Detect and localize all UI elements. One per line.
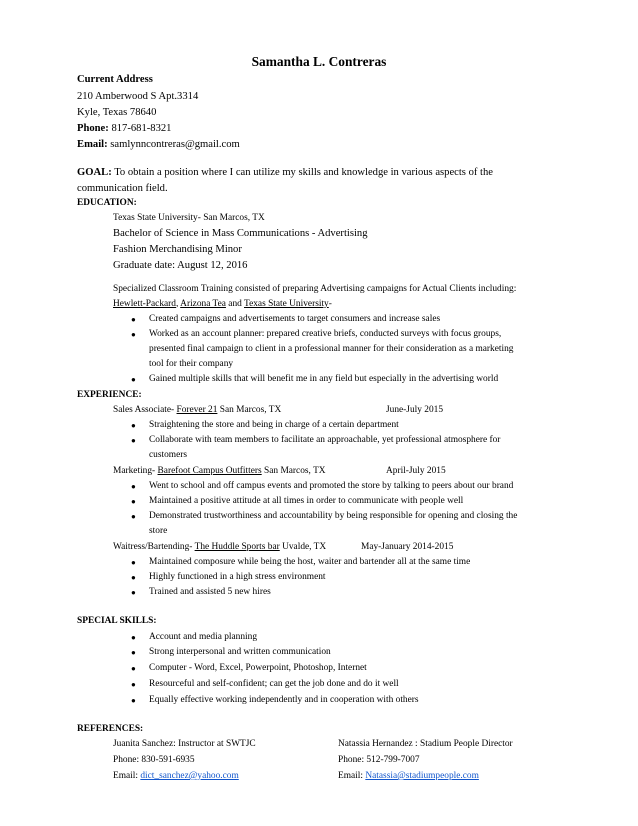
reference-1-phone: Phone: 830-591-6935 bbox=[113, 755, 195, 765]
job-bullet: Went to school and off campus events and promoted the store by talking to peers about our brand bbox=[149, 481, 514, 491]
goal-label: GOAL: bbox=[77, 167, 112, 178]
job-title-line bbox=[113, 465, 326, 478]
job-dates: April-July 2015 bbox=[386, 466, 446, 476]
education-bullet: Gained multiple skills that will benefit me in any field but especially in the advertising world bbox=[149, 374, 499, 384]
reference-2-phone: Phone: 512-799-7007 bbox=[338, 755, 420, 765]
bullet-icon: ● bbox=[131, 588, 136, 597]
job-bullet: Collaborate with team members to facilitate an approachable, yet professional atmosphere for bbox=[149, 435, 501, 445]
training-clients bbox=[113, 298, 332, 311]
job-role: Sales Associate- bbox=[113, 405, 177, 415]
bullet-icon: ● bbox=[131, 648, 136, 657]
training-intro: Specialized Classroom Training consisted of preparing Advertising campaigns for Actual Clients including: bbox=[113, 284, 517, 294]
education-graduate: Graduate date: August 12, 2016 bbox=[113, 260, 248, 271]
bullet-icon: ● bbox=[131, 436, 136, 445]
bullet-icon: ● bbox=[131, 315, 136, 324]
email-value: samlynncontreras@gmail.com bbox=[110, 139, 240, 150]
phone-value: 817-681-8321 bbox=[111, 123, 172, 134]
client-separator: - bbox=[328, 299, 332, 309]
education-bullet-cont: tool for their company bbox=[149, 359, 234, 369]
job-location: San Marcos, TX bbox=[261, 466, 326, 476]
education-heading: EDUCATION: bbox=[77, 198, 137, 208]
skill-item: Resourceful and self-confident; can get the job done and do it well bbox=[149, 679, 399, 689]
job-title-line bbox=[113, 541, 326, 554]
job-location: Uvalde, TX bbox=[279, 542, 327, 552]
bullet-icon: ● bbox=[131, 696, 136, 705]
education-school: Texas State University- San Marcos, TX bbox=[113, 213, 265, 223]
bullet-icon: ● bbox=[131, 330, 136, 339]
job-bullet: Maintained a positive attitude at all times in order to communicate with people well bbox=[149, 496, 464, 506]
skills-heading: SPECIAL SKILLS: bbox=[77, 616, 157, 626]
phone-label: Phone: bbox=[77, 123, 109, 134]
education-bullet: Created campaigns and advertisements to target consumers and increase sales bbox=[149, 314, 441, 324]
education-degree: Bachelor of Science in Mass Communications - Advertising bbox=[113, 228, 368, 239]
reference-1-email-link[interactable]: dict_sanchez@yahoo.com bbox=[140, 771, 239, 781]
job-location: San Marcos, TX bbox=[217, 405, 282, 415]
goal-text-1: To obtain a position where I can utilize my skills and knowledge in various aspects of the bbox=[114, 167, 493, 178]
reference-2-email-line bbox=[338, 770, 479, 783]
job-bullet: Straightening the store and being in charge of a certain department bbox=[149, 420, 399, 430]
job-bullet: Highly functioned in a high stress environment bbox=[149, 572, 326, 582]
reference-email-label: Email: bbox=[338, 771, 366, 781]
bullet-icon: ● bbox=[131, 573, 136, 582]
job-role: Marketing- bbox=[113, 466, 158, 476]
email-label: Email: bbox=[77, 139, 108, 150]
reference-email-label: Email: bbox=[113, 771, 141, 781]
address-street: 210 Amberwood S Apt.3314 bbox=[77, 91, 199, 102]
bullet-icon: ● bbox=[131, 664, 136, 673]
job-company: Forever 21 bbox=[176, 405, 218, 415]
bullet-icon: ● bbox=[131, 375, 136, 384]
client-separator: and bbox=[225, 299, 244, 309]
job-bullet: Demonstrated trustworthiness and accountability by being responsible for opening and closing the bbox=[149, 511, 518, 521]
bullet-icon: ● bbox=[131, 482, 136, 491]
job-dates: June-July 2015 bbox=[386, 405, 444, 415]
reference-2-email-link[interactable]: Natassia@stadiumpeople.com bbox=[365, 771, 479, 781]
job-company: The Huddle Sports bar bbox=[194, 542, 280, 552]
education-bullet: Worked as an account planner: prepared creative briefs, conducted surveys with focus groups, bbox=[149, 329, 502, 339]
goal-text-2: communication field. bbox=[77, 183, 168, 194]
job-company: Barefoot Campus Outfitters bbox=[157, 466, 262, 476]
bullet-icon: ● bbox=[131, 512, 136, 521]
client-hewlett-packard: Hewlett-Packard bbox=[113, 299, 176, 309]
bullet-icon: ● bbox=[131, 497, 136, 506]
job-title-line bbox=[113, 404, 281, 417]
job-bullet: Maintained composure while being the host, waiter and bartender all at the same time bbox=[149, 557, 471, 567]
phone-line bbox=[77, 122, 171, 135]
job-bullet-cont: customers bbox=[149, 450, 188, 460]
skill-item: Equally effective working independently and in cooperation with others bbox=[149, 695, 419, 705]
education-bullet-cont: presented final campaign to client in a professional manner for their consideration as a marketing bbox=[149, 344, 514, 354]
reference-1-email-line bbox=[113, 770, 239, 783]
bullet-icon: ● bbox=[131, 421, 136, 430]
client-separator: , bbox=[176, 299, 181, 309]
job-dates: May-January 2014-2015 bbox=[361, 542, 454, 552]
skill-item: Strong interpersonal and written communication bbox=[149, 647, 331, 657]
client-texas-state: Texas State University bbox=[244, 299, 329, 309]
address-heading: Current Address bbox=[77, 74, 153, 85]
email-line bbox=[77, 138, 240, 151]
resume-name: Samantha L. Contreras bbox=[251, 54, 387, 69]
bullet-icon: ● bbox=[131, 558, 136, 567]
bullet-icon: ● bbox=[131, 633, 136, 642]
references-heading: REFERENCES: bbox=[77, 724, 144, 734]
reference-1-name: Juanita Sanchez: Instructor at SWTJC bbox=[113, 739, 256, 749]
skill-item: Account and media planning bbox=[149, 632, 258, 642]
skill-item: Computer - Word, Excel, Powerpoint, Photoshop, Internet bbox=[149, 663, 367, 673]
address-city: Kyle, Texas 78640 bbox=[77, 107, 157, 118]
experience-heading: EXPERIENCE: bbox=[77, 390, 142, 400]
education-minor: Fashion Merchandising Minor bbox=[113, 244, 242, 255]
goal-line-1 bbox=[77, 166, 493, 179]
reference-2-name: Natassia Hernandez : Stadium People Director bbox=[338, 739, 513, 749]
job-bullet-cont: store bbox=[149, 526, 168, 536]
bullet-icon: ● bbox=[131, 680, 136, 689]
client-arizona-tea: Arizona Tea bbox=[180, 299, 226, 309]
job-bullet: Trained and assisted 5 new hires bbox=[149, 587, 271, 597]
job-role: Waitress/Bartending- bbox=[113, 542, 195, 552]
